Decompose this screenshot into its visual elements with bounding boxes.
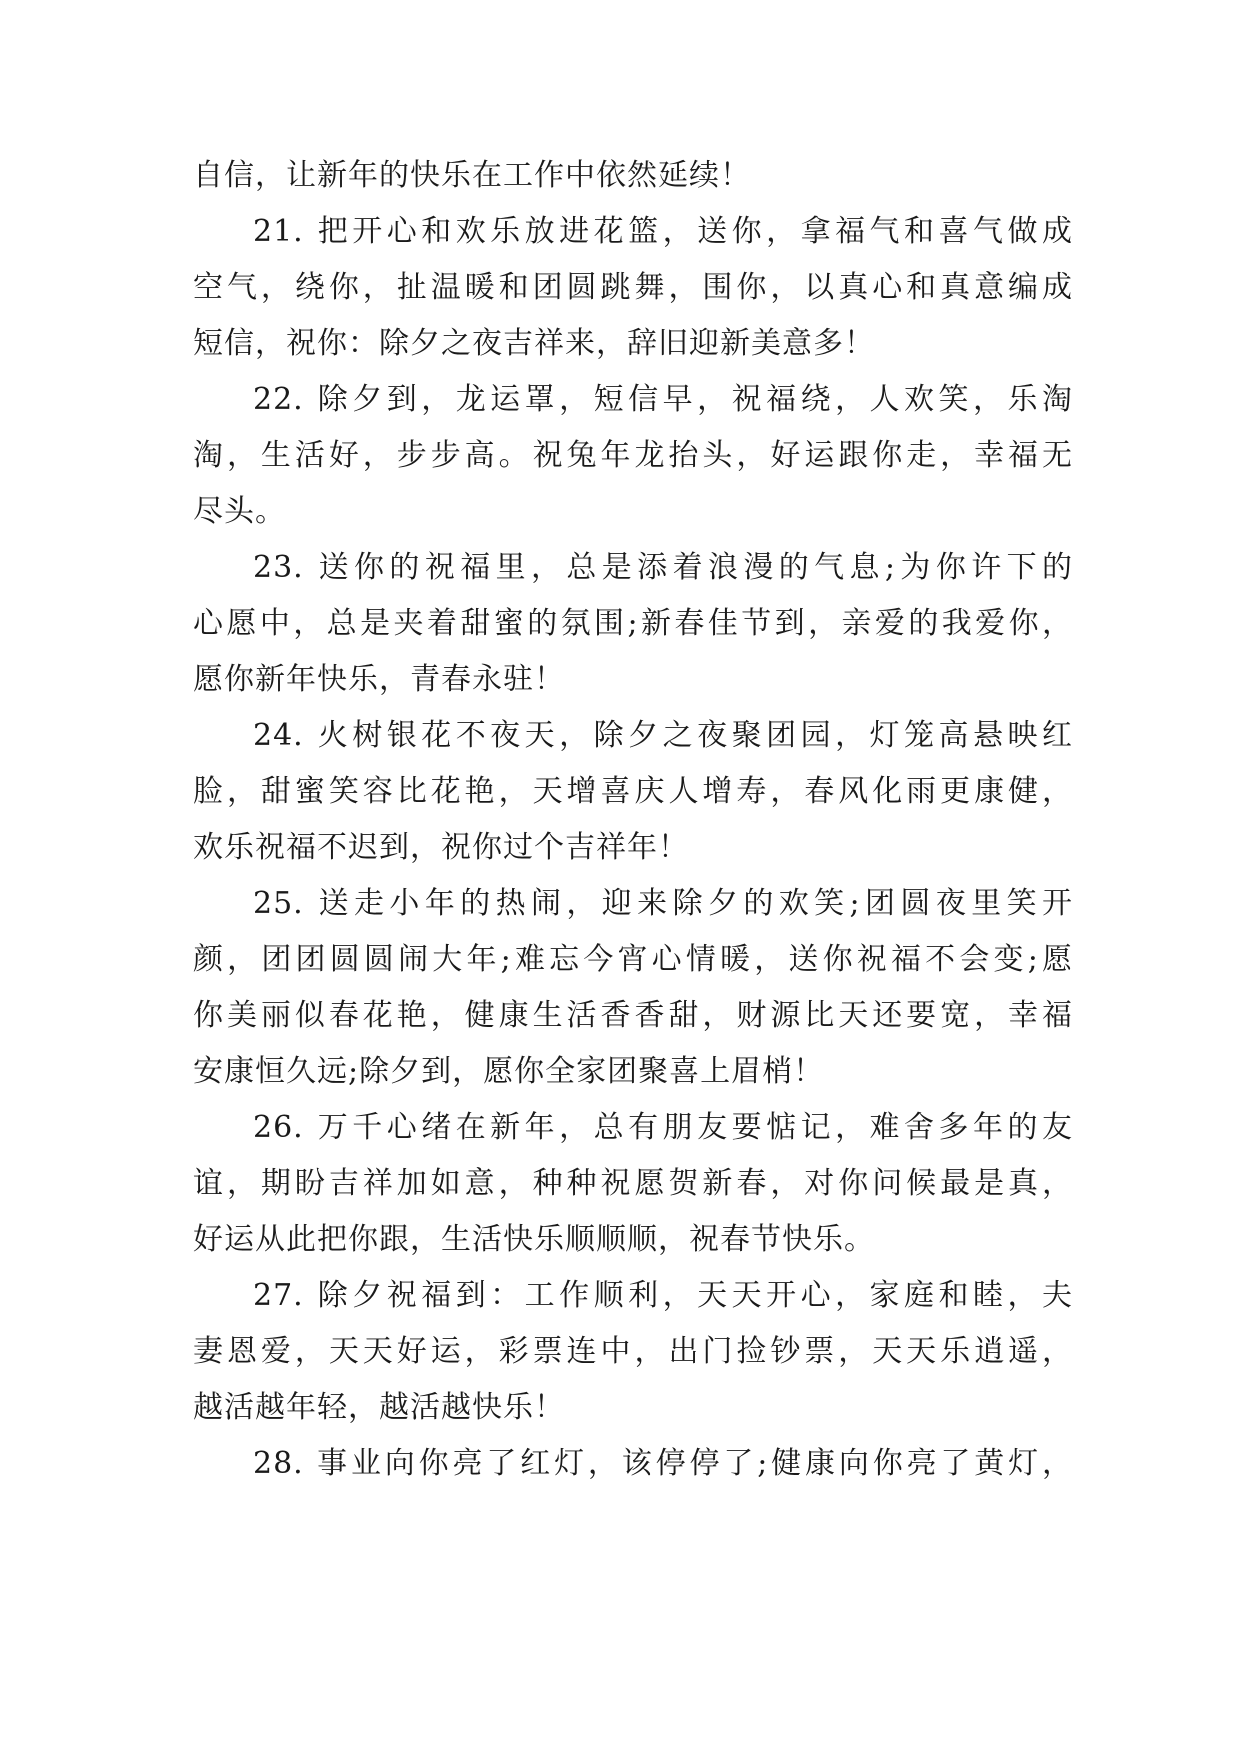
paragraph-first-line: 27. 除夕祝福到：工作顺利，天天开心，家庭和睦，夫: [253, 1278, 1073, 1313]
text-line: 你美丽似春花艳，健康生活香香甜，财源比天还要宽，幸福: [193, 998, 1073, 1033]
text-line: 脸，甜蜜笑容比花艳，天增喜庆人增寿，春风化雨更康健，: [193, 774, 1073, 809]
paragraph-first-line: 23. 送你的祝福里，总是添着浪漫的气息;为你许下的: [253, 550, 1073, 585]
text-line: 欢乐祝福不迟到，祝你过个吉祥年！: [193, 830, 689, 865]
paragraph-first-line: 21. 把开心和欢乐放进花篮，送你，拿福气和喜气做成: [253, 214, 1073, 249]
paragraph-first-line: 24. 火树银花不夜天，除夕之夜聚团园，灯笼高悬映红: [253, 718, 1073, 753]
text-line: 越活越年轻，越活越快乐！: [193, 1390, 565, 1425]
text-line: 谊，期盼吉祥加如意，种种祝愿贺新春，对你问候最是真，: [193, 1166, 1073, 1201]
text-line: 安康恒久远;除夕到，愿你全家团聚喜上眉梢！: [193, 1054, 825, 1089]
text-line: 妻恩爱，天天好运，彩票连中，出门捡钞票，天天乐逍遥，: [193, 1334, 1073, 1369]
text-line: 自信，让新年的快乐在工作中依然延续！: [193, 158, 751, 193]
text-line: 短信，祝你：除夕之夜吉祥来，辞旧迎新美意多！: [193, 326, 875, 361]
text-line: 心愿中，总是夹着甜蜜的氛围;新春佳节到，亲爱的我爱你，: [193, 606, 1073, 641]
text-line: 尽头。: [193, 494, 286, 529]
text-line: 颜，团团圆圆闹大年;难忘今宵心情暖，送你祝福不会变;愿: [193, 942, 1073, 977]
paragraph-first-line: 26. 万千心绪在新年，总有朋友要惦记，难舍多年的友: [253, 1110, 1073, 1145]
text-line: 好运从此把你跟，生活快乐顺顺顺，祝春节快乐。: [193, 1222, 875, 1257]
text-line: 淘，生活好，步步高。祝兔年龙抬头，好运跟你走，幸福无: [193, 438, 1073, 473]
paragraph-first-line: 22. 除夕到，龙运罩，短信早，祝福绕，人欢笑，乐淘: [253, 382, 1073, 417]
document-body: [193, 158, 1073, 1502]
paragraph-first-line: 25. 送走小年的热闹，迎来除夕的欢笑;团圆夜里笑开: [253, 886, 1073, 921]
paragraph-first-line: 28. 事业向你亮了红灯，该停停了;健康向你亮了黄灯，: [253, 1446, 1073, 1481]
text-line: 愿你新年快乐，青春永驻！: [193, 662, 565, 697]
text-line: 空气，绕你，扯温暖和团圆跳舞，围你，以真心和真意编成: [193, 270, 1073, 305]
